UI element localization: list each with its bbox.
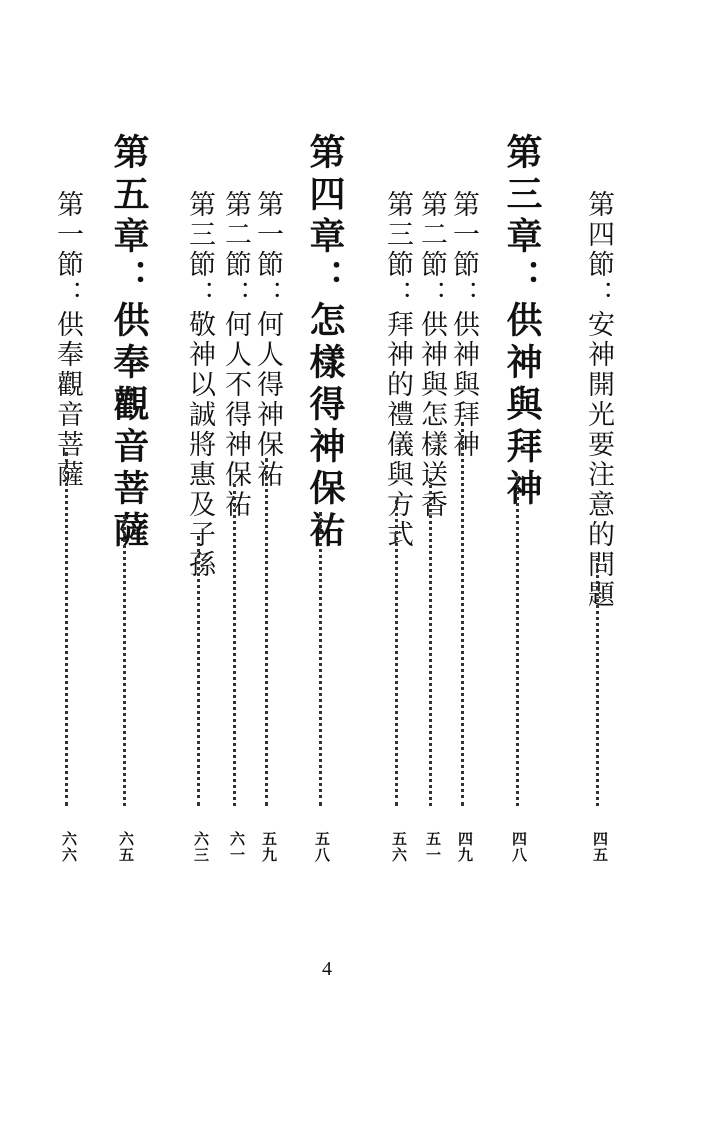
leader-dots <box>319 512 326 806</box>
leader-dots <box>65 452 72 806</box>
toc-entry-title: 第三節：敬神以誠將惠及子孫 <box>184 190 215 580</box>
toc-entry-page: 五一 <box>424 831 442 863</box>
toc-chapter-page: 六五 <box>117 831 135 863</box>
toc-chapter-page: 四八 <box>510 831 528 863</box>
toc-entry-title: 第三節：拜神的禮儀與方式 <box>382 190 413 550</box>
leader-dots <box>461 422 468 806</box>
toc-entry-page: 五六 <box>390 831 408 863</box>
leader-dots <box>395 500 402 806</box>
toc-chapter-title: 第四章：怎樣得神保祐 <box>304 133 346 553</box>
toc-entry-page: 六一 <box>228 831 246 863</box>
toc-entry-title: 第一節：供神與拜神 <box>448 190 479 460</box>
toc-entry-page: 四九 <box>456 831 474 863</box>
leader-dots <box>596 558 603 806</box>
leader-dots <box>233 484 240 806</box>
toc-chapter-page: 五八 <box>313 831 331 863</box>
toc-entry-page: 五九 <box>260 831 278 863</box>
toc-chapter-title: 第五章：供奉觀音菩薩 <box>108 133 150 553</box>
leader-dots <box>429 478 436 806</box>
toc-entry-title: 第二節：供神與怎樣送香 <box>416 190 447 520</box>
toc-entry-page: 六三 <box>192 831 210 863</box>
toc-chapter-title: 第三章：供神與拜神 <box>501 133 543 511</box>
toc-entry-title: 第一節：何人得神保祐 <box>252 190 283 490</box>
leader-dots <box>197 536 204 806</box>
leader-dots <box>265 458 272 806</box>
toc-entry-page: 六六 <box>60 831 78 863</box>
toc-entry-page: 四五 <box>591 831 609 863</box>
leader-dots <box>516 478 523 806</box>
toc-entry-title: 第二節：何人不得神保祐 <box>220 190 251 520</box>
toc-entry-title: 第一節：供奉觀音菩薩 <box>52 190 83 490</box>
leader-dots <box>123 516 130 806</box>
page-number: 4 <box>322 958 332 980</box>
toc-entry-title: 第四節：安神開光要注意的問題 <box>583 190 614 610</box>
